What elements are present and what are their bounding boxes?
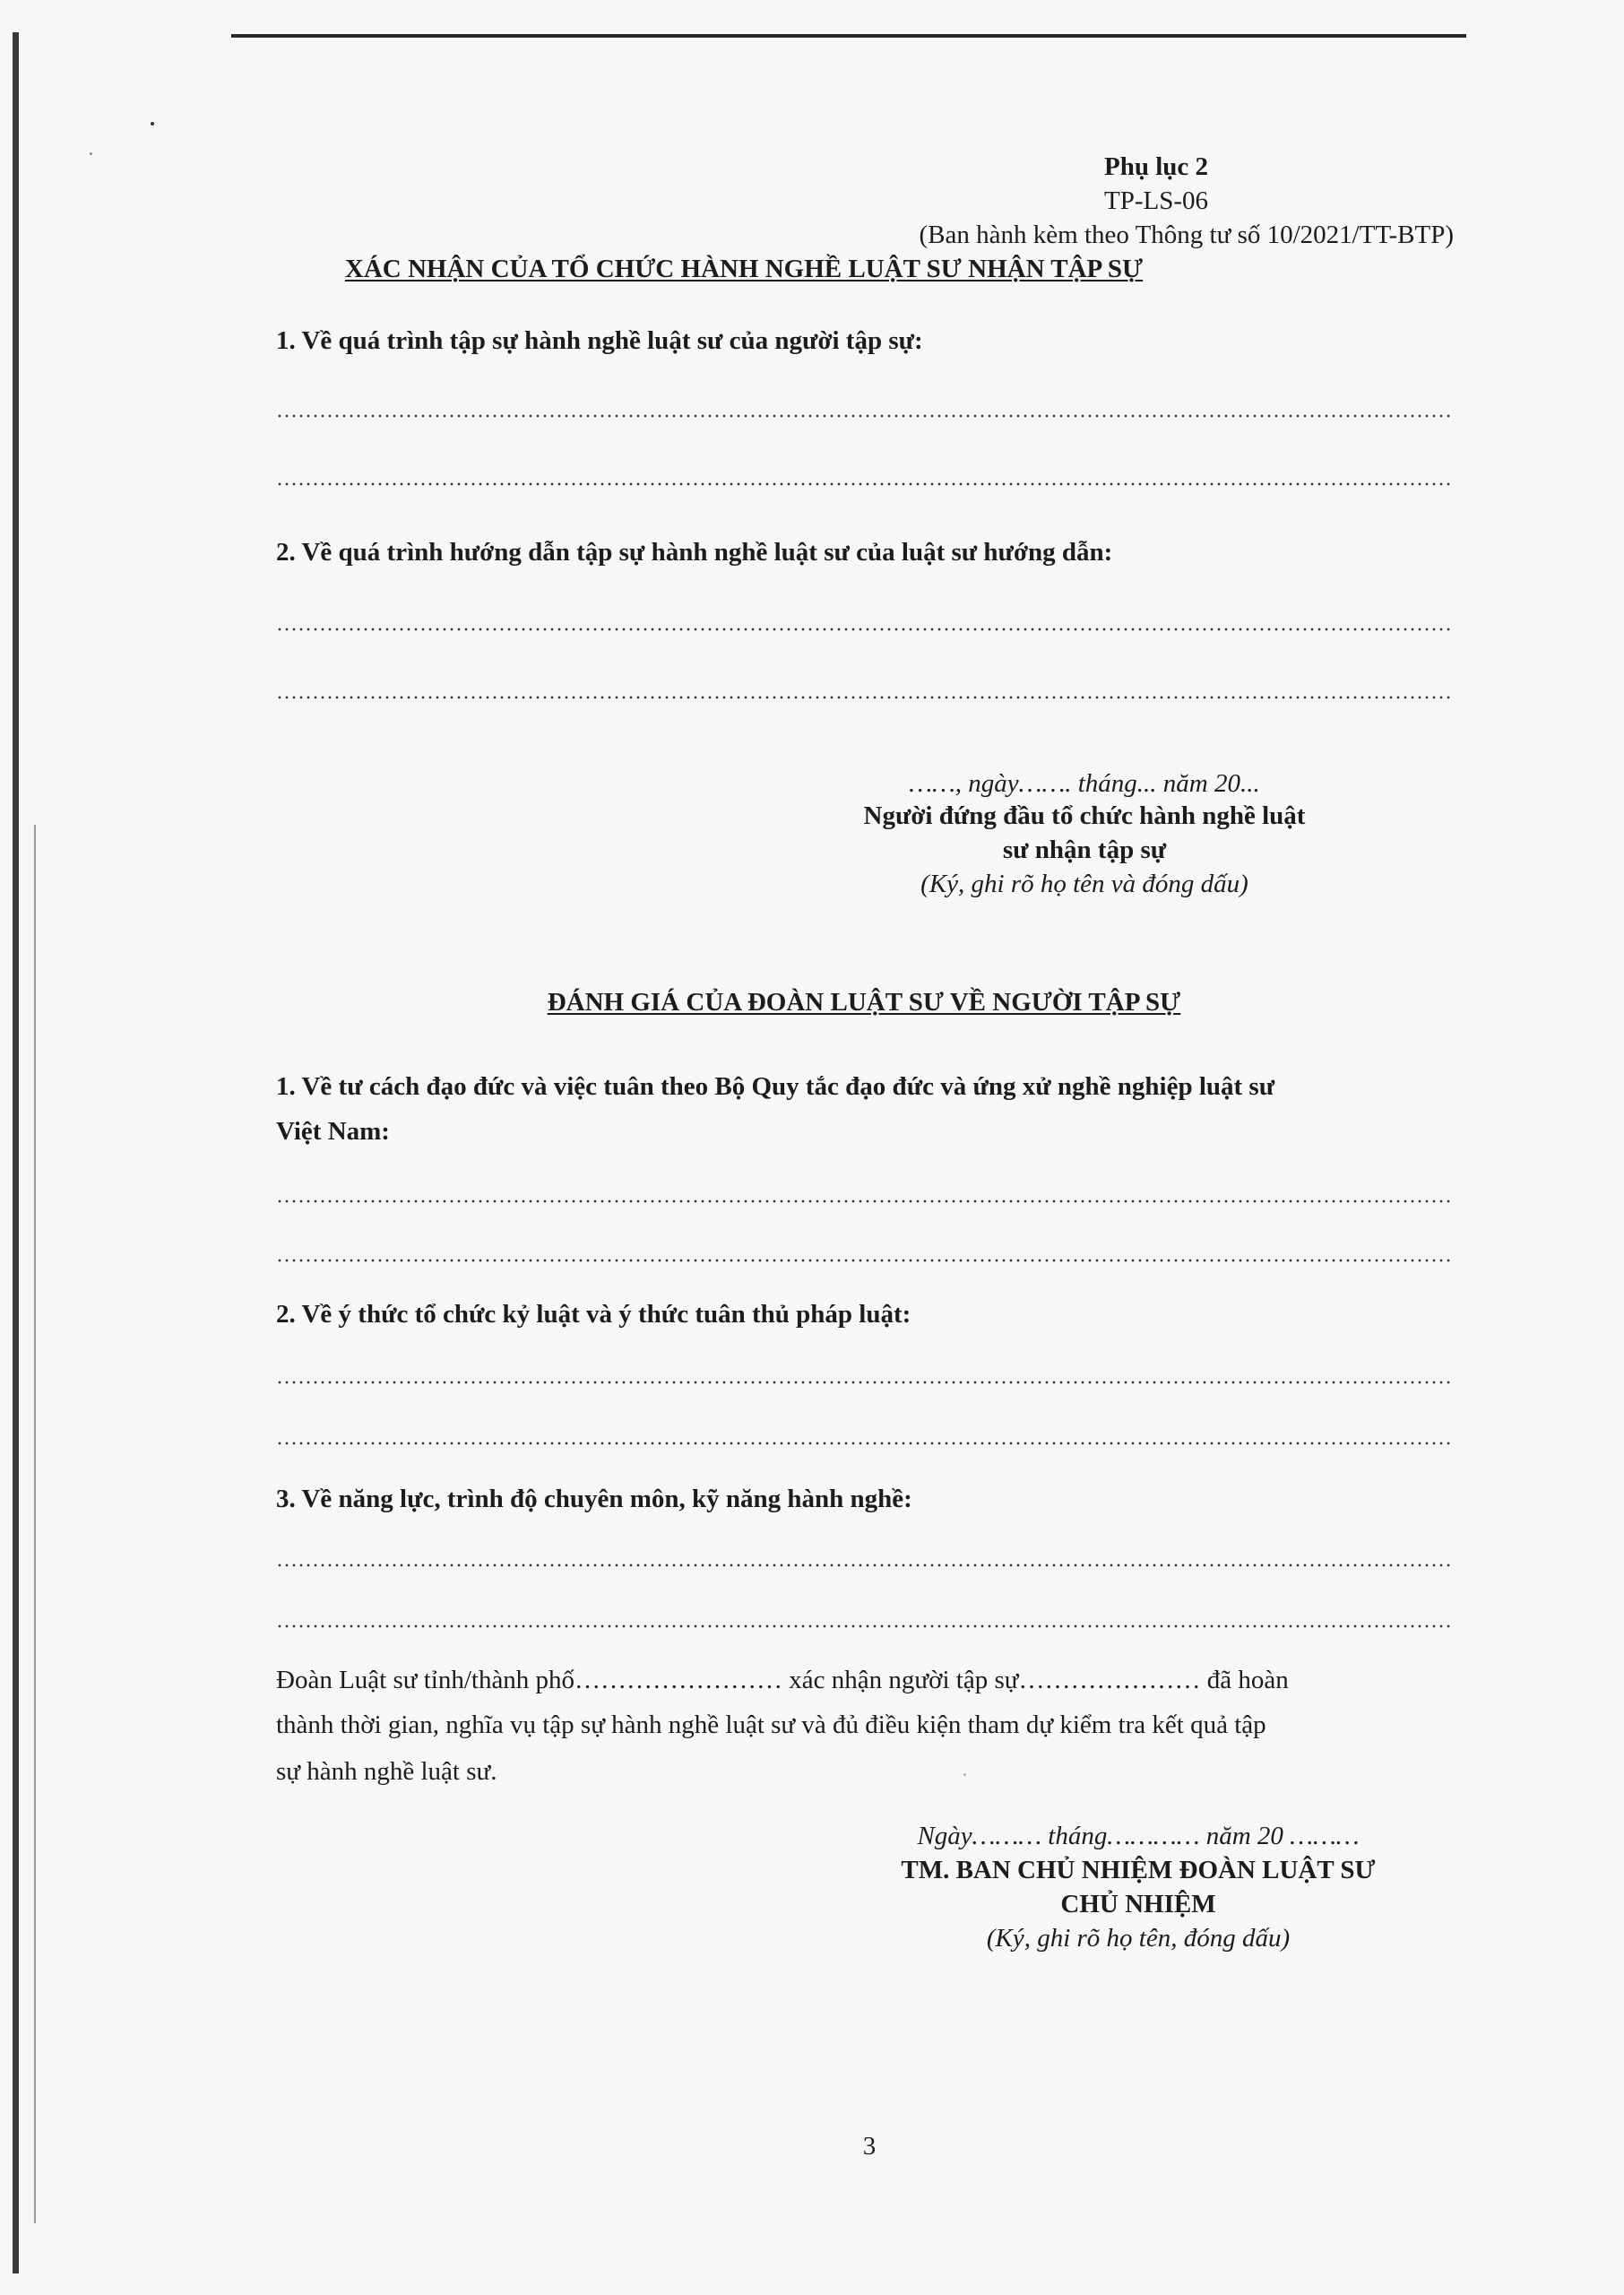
scan-speck	[90, 152, 92, 155]
fill-in-line	[276, 1199, 1452, 1203]
fill-in-line	[276, 482, 1452, 486]
section1-question-2: 2. Về quá trình hướng dẫn tập sự hành nghề luật sư của luật sư hướng dẫn:	[276, 538, 1113, 567]
section1-question-1: 1. Về quá trình tập sự hành nghề luật sư của người tập sự:	[276, 326, 923, 355]
fill-in-line	[276, 1563, 1452, 1567]
fill-in-line	[276, 414, 1452, 418]
form-code: TP-LS-06	[1104, 186, 1208, 215]
scan-left-edge	[13, 32, 19, 2273]
section2-question-1-line1: 1. Về tư cách đạo đức và việc tuân theo Bộ Quy tắc đạo đức và ứng xử nghề nghiệp luật sư	[276, 1072, 1275, 1101]
issued-note: (Ban hành kèm theo Thông tư số 10/2021/TT-BTP)	[919, 221, 1454, 249]
scan-speck	[151, 122, 154, 126]
page-number: 3	[862, 2132, 877, 2161]
section2-question-2: 2. Về ý thức tổ chức kỷ luật và ý thức tuân thủ pháp luật:	[276, 1300, 911, 1329]
confirm-text-line2: thành thời gian, nghĩa vụ tập sự hành nghề luật sư và đủ điều kiện tham dự kiểm tra kết quả tập	[276, 1710, 1266, 1739]
section1-date-line: ……, ngày……. tháng... năm 20...	[909, 769, 1260, 798]
section2-title: ĐÁNH GIÁ CỦA ĐOÀN LUẬT SƯ VỀ NGƯỜI TẬP SỰ	[547, 988, 1181, 1017]
section2-signer-line1: TM. BAN CHỦ NHIỆM ĐOÀN LUẬT SƯ	[901, 1856, 1376, 1884]
section1-title: XÁC NHẬN CỦA TỔ CHỨC HÀNH NGHỀ LUẬT SƯ NHẬN TẬP SỰ	[344, 255, 1144, 283]
section2-sign-note: (Ký, ghi rõ họ tên, đóng dấu)	[986, 1924, 1291, 1953]
fill-in-line	[276, 628, 1452, 631]
section2-question-1-line2: Việt Nam:	[276, 1117, 390, 1146]
fill-in-line	[276, 696, 1452, 699]
section1-sign-note: (Ký, ghi rõ họ tên và đóng dấu)	[920, 870, 1248, 898]
fill-in-line	[276, 1624, 1452, 1628]
scan-top-border	[231, 34, 1466, 38]
section1-signer-line1: Người đứng đầu tổ chức hành nghề luật	[863, 801, 1306, 830]
section2-question-3: 3. Về năng lực, trình độ chuyên môn, kỹ năng hành nghề:	[276, 1485, 912, 1513]
fill-in-line	[276, 1381, 1452, 1384]
scan-speck	[963, 1773, 966, 1776]
confirm-text-line3: sự hành nghề luật sư.	[276, 1757, 497, 1786]
scan-left-shadow	[34, 825, 36, 2223]
confirm-text-line1: Đoàn Luật sư tỉnh/thành phố…………………… xác nhận người tập sự………………… đã hoàn	[276, 1666, 1289, 1694]
section1-signer-line2: sư nhận tập sự	[1002, 836, 1167, 864]
appendix-label: Phụ lục 2	[1103, 152, 1209, 181]
section2-date-line: Ngày……… tháng………… năm 20 ………	[917, 1822, 1360, 1850]
section2-signer-line2: CHỦ NHIỆM	[1060, 1890, 1216, 1918]
fill-in-line	[276, 1259, 1452, 1262]
fill-in-line	[276, 1442, 1452, 1445]
